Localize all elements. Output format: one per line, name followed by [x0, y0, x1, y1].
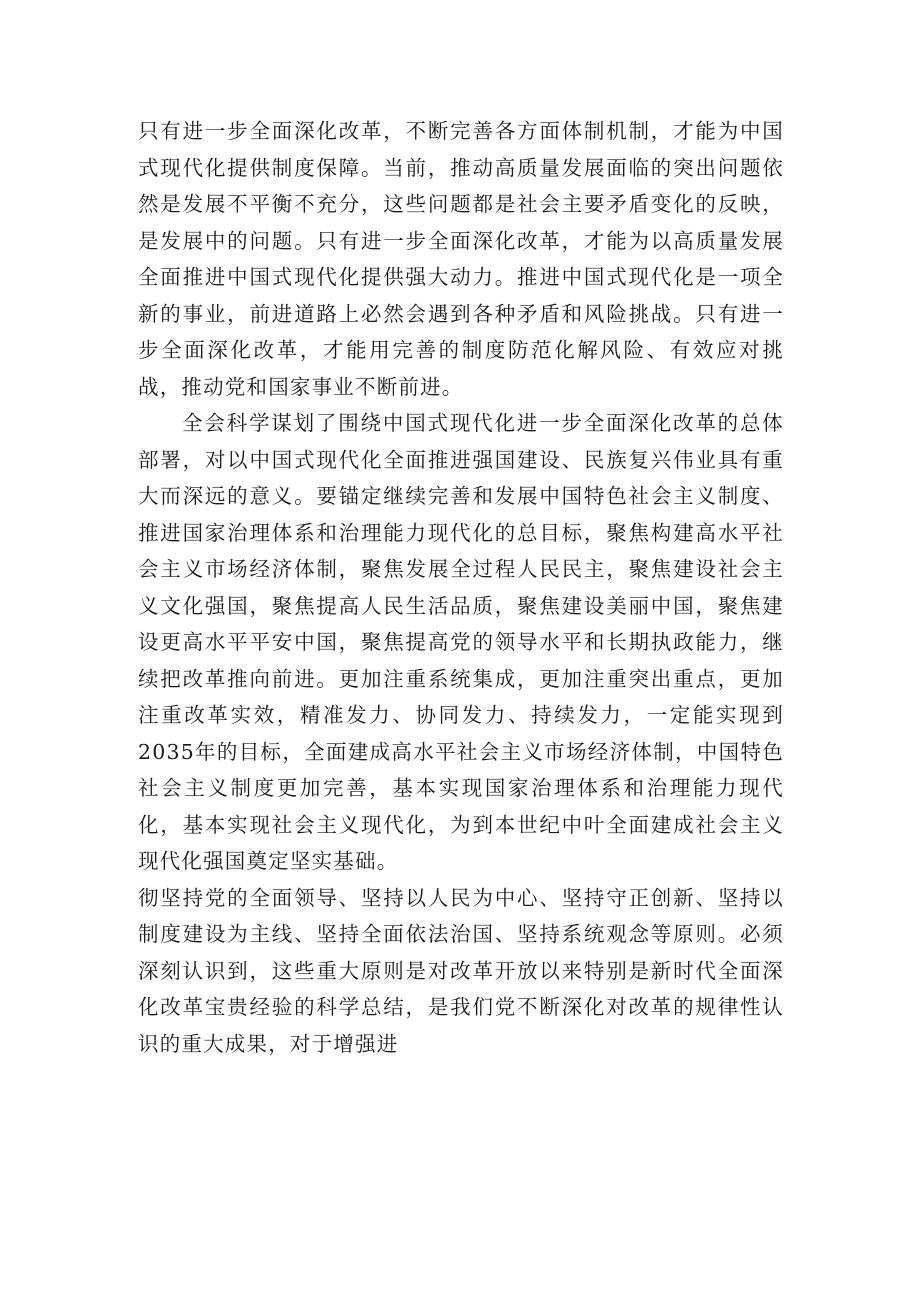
paragraph-1: 只有进一步全面深化改革，不断完善各方面体制机制，才能为中国式现代化提供制度保障。当前，推动高质量发展面临的突出问题依然是发展不平衡不充分，这些问题都是社会主要矛盾变化的反映，是发展中的问题。只有进一步全面深化改革，才能为以高质量发展全面推进中国式现代化提供强大动力。推进中国式现代化是一项全新的事业，前进道路上必然会遇到各种矛盾和风险挑战。只有进一步全面深化改革，才能用完善的制度防范化解风险、有效应对挑战，推动党和国家事业不断前进。: [138, 119, 784, 399]
document-body: [138, 113, 784, 1062]
paragraph-3: 彻坚持党的全面领导、坚持以人民为中心、坚持守正创新、坚持以制度建设为主线、坚持全面依法治国、坚持系统观念等原则。必须深刻认识到，这些重大原则是对改革开放以来特别是新时代全面深化改革宝贵经验的科学总结，是我们党不断深化对改革的规律性认识的重大成果，对于增强进: [138, 885, 784, 1056]
paragraph-2: 全会科学谋划了围绕中国式现代化进一步全面深化改革的总体部署，对以中国式现代化全面推进强国建设、民族复兴伟业具有重大而深远的意义。要锚定继续完善和发展中国特色社会主义制度、推进国家治理体系和治理能力现代化的总目标，聚焦构建高水平社会主义市场经济体制，聚焦发展全过程人民民主，聚焦建设社会主义文化强国，聚焦提高人民生活品质，聚焦建设美丽中国，聚焦建设更高水平平安中国，聚焦提高党的领导水平和长期执政能力，继续把改革推向前进。更加注重系统集成，更加注重突出重点，更加注重改革实效，精准发力、协同发力、持续发力，一定能实现到2035年的目标，全面建成高水平社会主义市场经济体制，中国特色社会主义制度更加完善，基本实现国家治理体系和治理能力现代化，基本实现社会主义现代化，为到本世纪中叶全面建成社会主义现代化强国奠定坚实基础。: [138, 411, 784, 873]
